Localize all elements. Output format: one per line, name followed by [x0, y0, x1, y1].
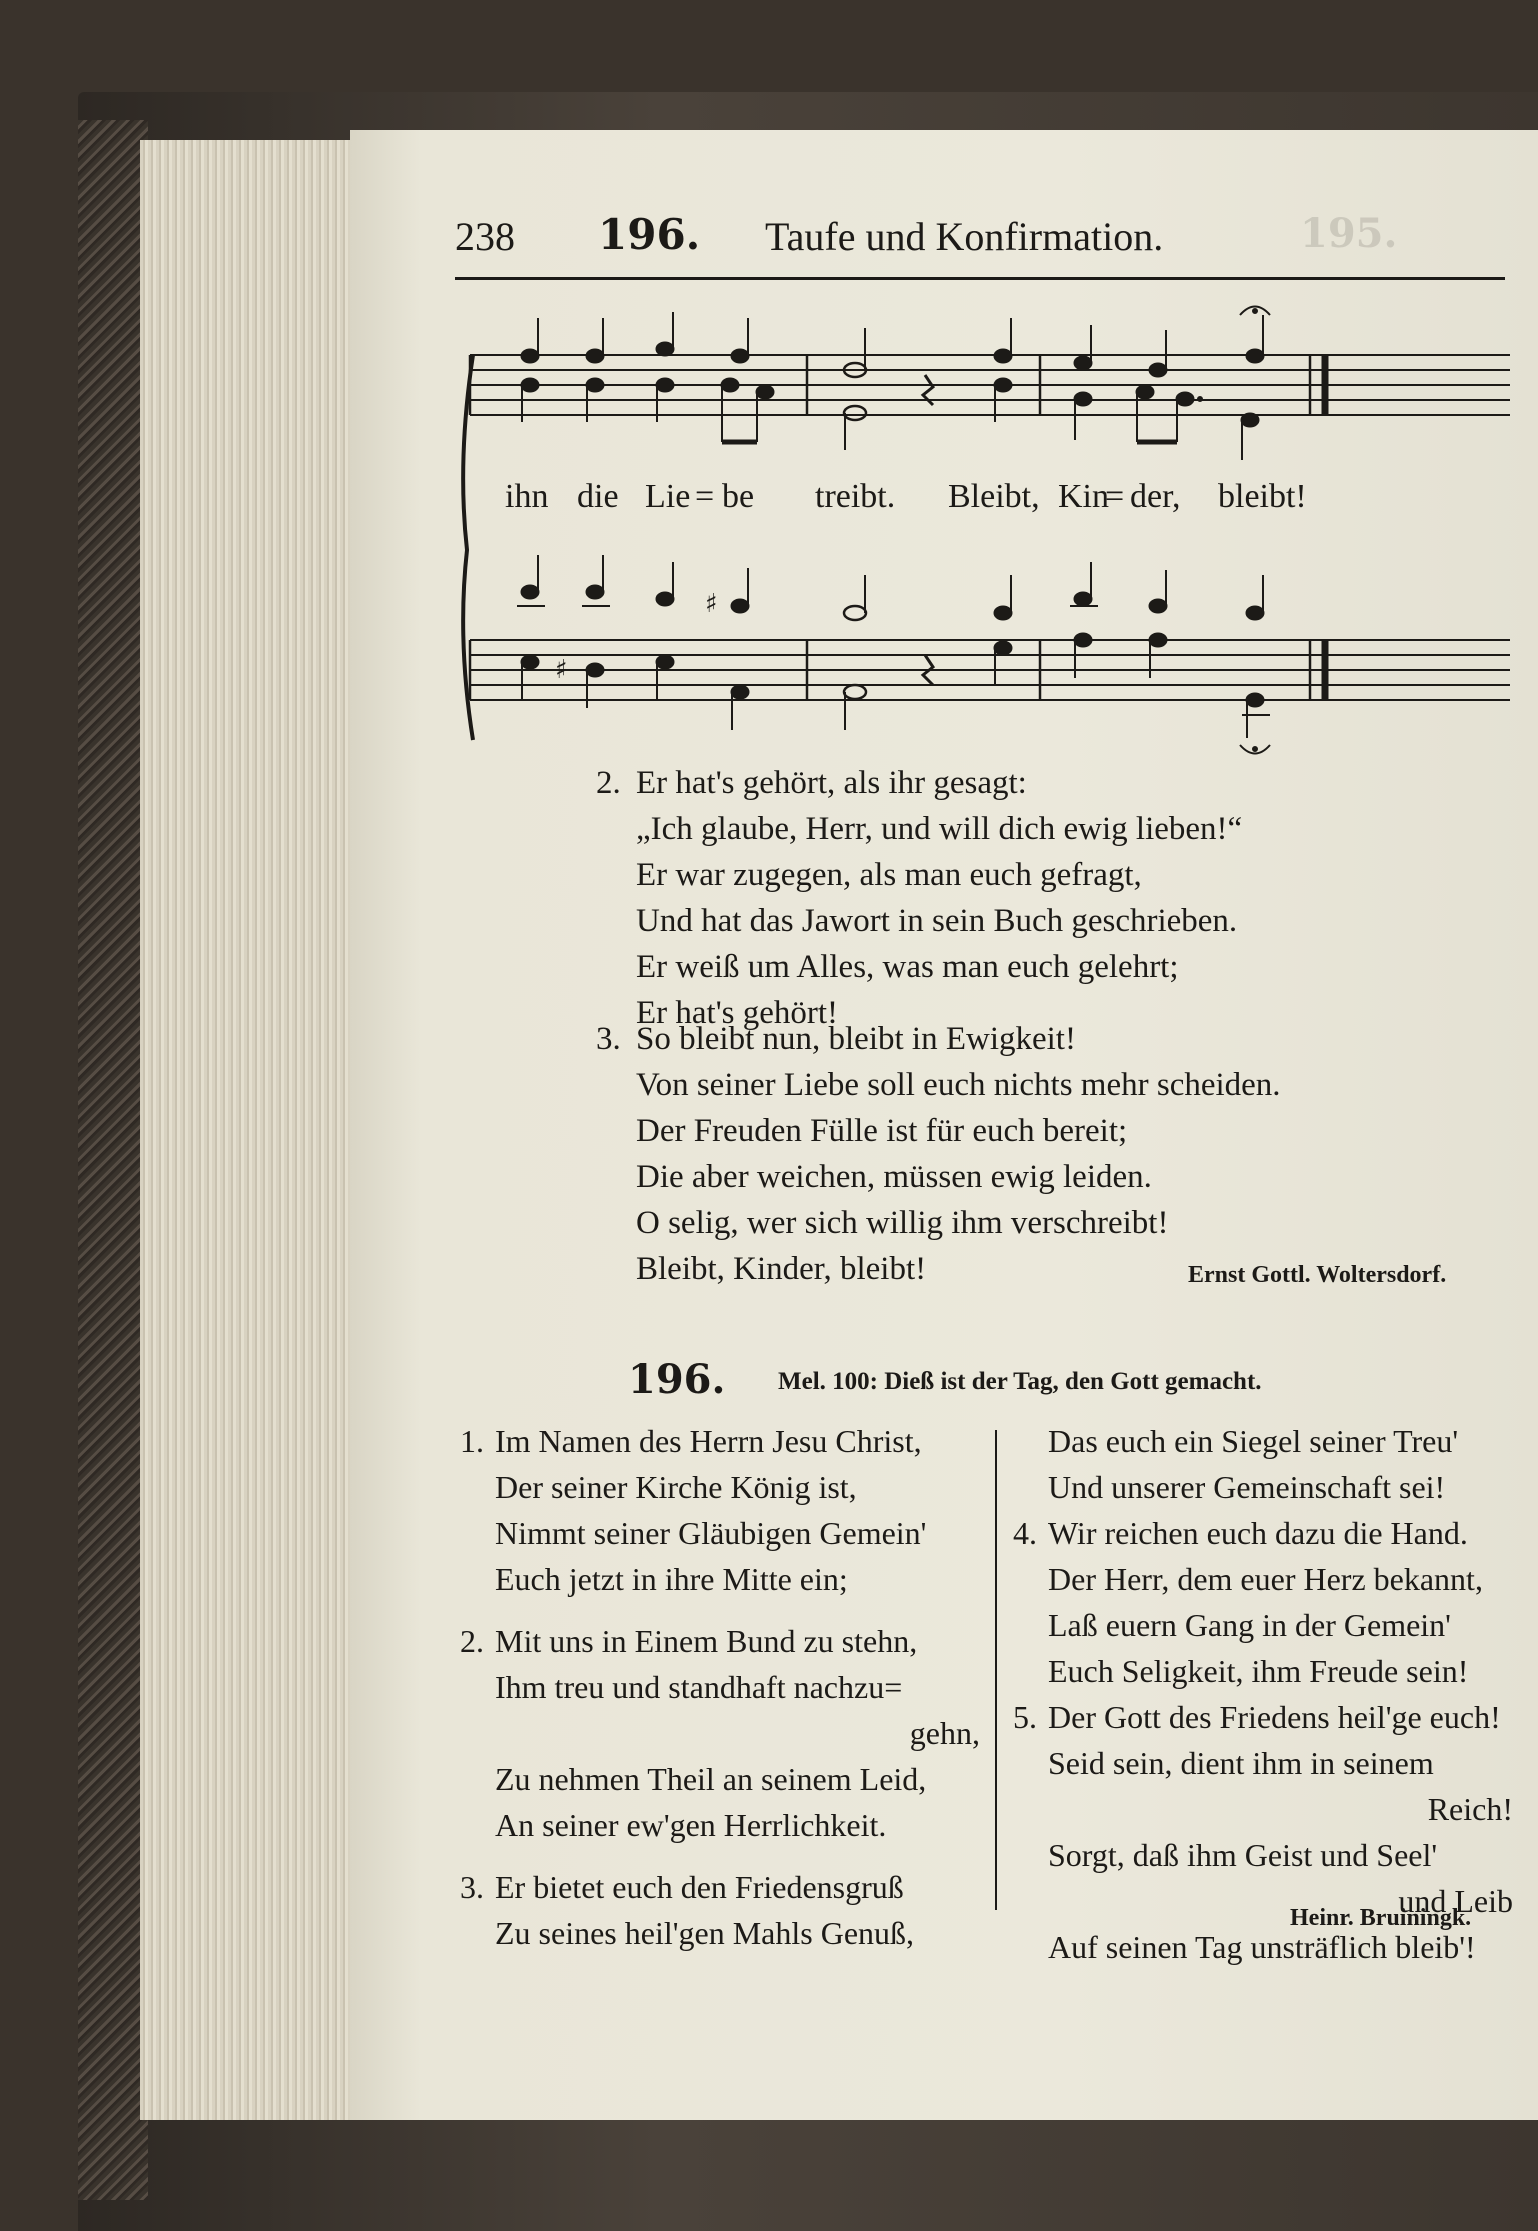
verse-line: Mit uns in Einem Bund zu stehn, [495, 1623, 918, 1659]
verse-number: 1. [460, 1423, 484, 1459]
bleed-through-text: 195. [1300, 210, 1398, 257]
verse-gap [460, 1848, 980, 1864]
lyric-syllable: der, [1130, 478, 1181, 515]
verse-line: Ihm treu und standhaft nachzu= [495, 1669, 903, 1705]
verse-line: Der Gott des Friedens heil'ge euch! [1048, 1699, 1501, 1735]
hymn-column-right [1013, 1418, 1513, 1970]
page-edges [140, 140, 360, 2120]
lyric-syllable: bleibt! [1218, 478, 1307, 515]
author-credit: Heinr. Bruiningk. [1290, 1905, 1472, 1931]
svg-text:♯: ♯ [555, 655, 568, 685]
lyric-syllable: Lie [645, 478, 691, 515]
stanza-number: 2. [596, 765, 621, 801]
verse-number: 4. [1013, 1515, 1037, 1551]
stanza-line: Der Freuden Fülle ist für euch bereit; [636, 1113, 1128, 1149]
stanza-line: O selig, wer sich willig ihm verschreibt! [636, 1205, 1169, 1241]
verse-line: Im Namen des Herrn Jesu Christ, [495, 1423, 922, 1459]
verse-line: Auf seinen Tag unsträflich bleib'! [1048, 1929, 1476, 1965]
verse-line-continuation: Reich! [1427, 1791, 1513, 1827]
verse-line-continuation: und Leib [1398, 1883, 1513, 1919]
verse-gap [460, 1602, 980, 1618]
verse-line: Zu seines heil'gen Mahls Genuß, [495, 1915, 915, 1951]
section-title: Taufe und Konfirmation. [765, 214, 1164, 259]
lyric-syllable: treibt. [815, 478, 896, 515]
verse-line: An seiner ew'gen Herrlichkeit. [495, 1807, 887, 1843]
lyric-syllable: = [1105, 478, 1125, 515]
stanza-number: 3. [596, 1021, 621, 1057]
stanza-line: Er weiß um Alles, was man euch gelehrt; [636, 949, 1179, 985]
verse-number: 5. [1013, 1699, 1037, 1735]
page-number: 238 [455, 214, 515, 259]
verse-line: Das euch ein Siegel seiner Treu' [1048, 1423, 1459, 1459]
hymn-column-left [460, 1418, 980, 1956]
verse-line: Laß euern Gang in der Gemein' [1048, 1607, 1451, 1643]
book-spine [78, 120, 148, 2200]
stanza-line: Und hat das Jawort in sein Buch geschrieben. [636, 903, 1238, 939]
verse-line: Seid sein, dient ihm in seinem [1048, 1745, 1434, 1781]
stanza-line: Er war zugegen, als man euch gefragt, [636, 857, 1142, 893]
stanza-line: Die aber weichen, müssen ewig leiden. [636, 1159, 1152, 1195]
stanza-line: So bleibt nun, bleibt in Ewigkeit! [636, 1021, 1076, 1057]
lyric-syllable: be [722, 478, 755, 515]
verse-number: 2. [460, 1623, 484, 1659]
header-rule [455, 277, 1505, 280]
verse-number: 3. [460, 1869, 484, 1905]
author-credit: Ernst Gottl. Woltersdorf. [1188, 1262, 1447, 1288]
lyric-syllable: ihn [505, 478, 549, 515]
lyric-syllable: Kin [1058, 478, 1109, 515]
svg-text:♯: ♯ [705, 589, 718, 619]
verse-line-continuation: gehn, [909, 1715, 980, 1751]
column-divider [995, 1430, 997, 1910]
music-score [455, 300, 1515, 760]
melody-reference: Mel. 100: Dieß ist der Tag, den Gott gemacht. [778, 1368, 1262, 1395]
verse-line: Sorgt, daß ihm Geist und Seel' [1048, 1837, 1438, 1873]
verse-line: Nimmt seiner Gläubigen Gemein' [495, 1515, 927, 1551]
verse-line: Der seiner Kirche König ist, [495, 1469, 857, 1505]
stanza-line: Bleibt, Kinder, bleibt! [636, 1251, 927, 1287]
lyric-syllable: die [577, 478, 619, 515]
verse-line: Zu nehmen Theil an seinem Leid, [495, 1761, 927, 1797]
lyric-syllable: Bleibt, [948, 478, 1040, 515]
verse-line: Wir reichen euch dazu die Hand. [1048, 1515, 1468, 1551]
verse-line: Der Herr, dem euer Herz bekannt, [1048, 1561, 1483, 1597]
verse-line: Euch jetzt in ihre Mitte ein; [495, 1561, 848, 1597]
verse-line: Er bietet euch den Friedensgruß [495, 1869, 904, 1905]
verse-line: Euch Seligkeit, ihm Freude sein! [1048, 1653, 1469, 1689]
stanza-line: Von seiner Liebe soll euch nichts mehr scheiden. [636, 1067, 1281, 1103]
verse-line: Und unserer Gemeinschaft sei! [1048, 1469, 1446, 1505]
lyric-syllable: = [695, 478, 715, 515]
hymn-number-header: 196. [598, 210, 701, 259]
stanza-line: Er hat's gehört! [636, 995, 839, 1031]
stanza-line: „Ich glaube, Herr, und will dich ewig lieben!“ [636, 811, 1243, 847]
stanza-line: Er hat's gehört, als ihr gesagt: [636, 765, 1027, 801]
hymn-number: 196. [628, 1356, 726, 1403]
